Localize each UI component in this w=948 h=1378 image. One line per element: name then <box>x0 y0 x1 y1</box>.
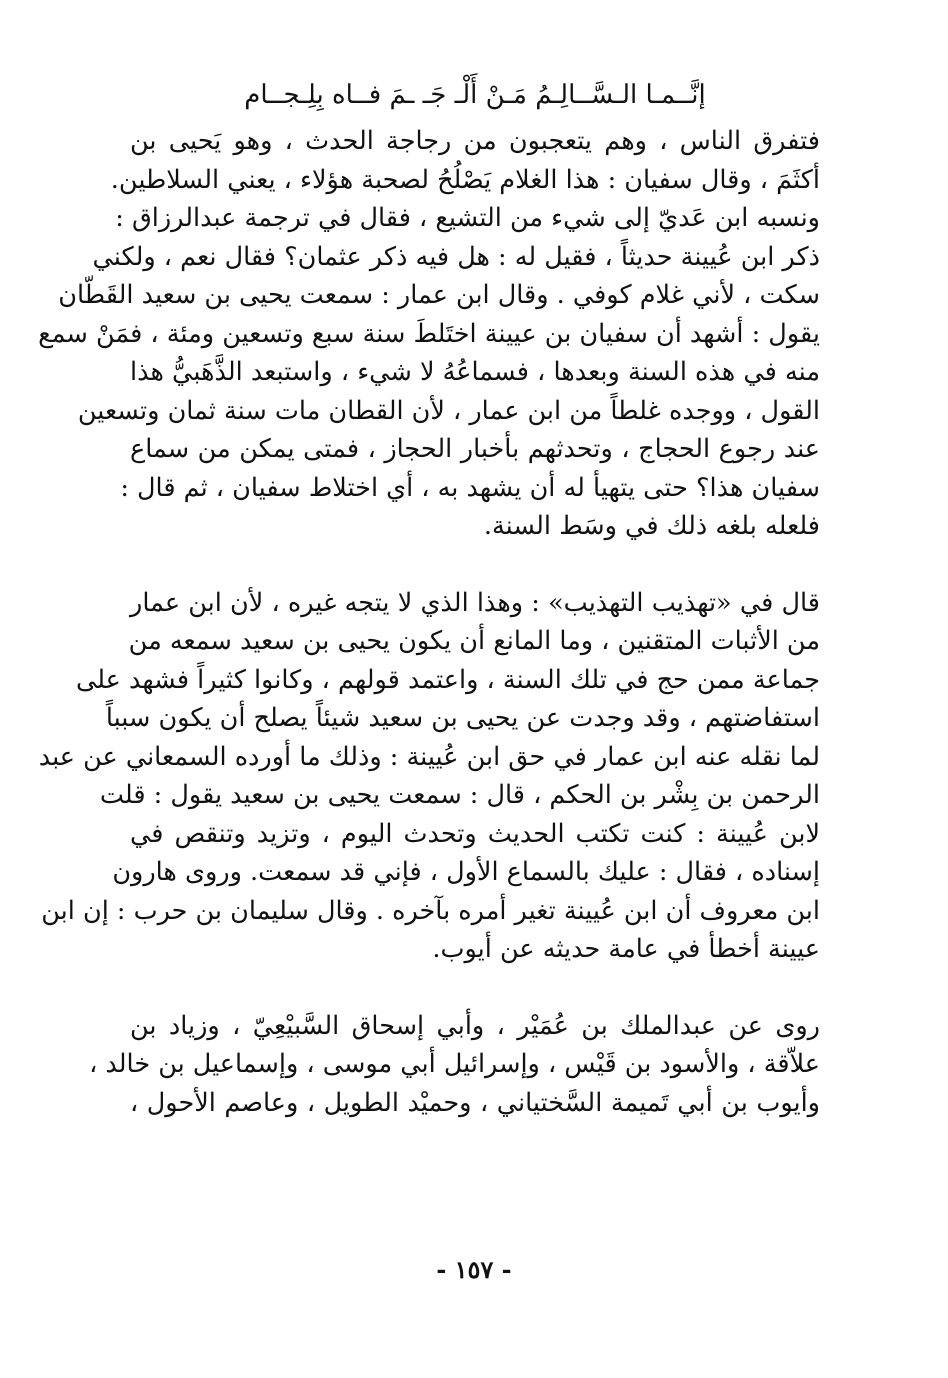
text-line: علاّقة ، والأسود بن قَيْس ، وإسرائيل أبي موسى ، وإسماعيل بن خالد ، <box>89 1049 820 1079</box>
text-line: سكت ، لأني غلام كوفي . وقال ابن عمار : سمعت يحيى بن سعيد القَطّان <box>58 280 820 310</box>
paragraph-4 <box>89 1007 820 1123</box>
paragraph-spacer <box>130 969 820 1007</box>
text-line: لابن عُيينة : كنت تكتب الحديث وتحدث اليوم ، وتزيد وتنقص في <box>130 818 820 849</box>
text-line: إسناده ، فقال : عليك بالسماع الأول ، فإني قد سمعت. وروى هارون <box>112 857 820 887</box>
text-line: ذكر ابن عُيينة حديثاً ، فقيل له : هل فيه ذكر عثمان؟ فقال نعم ، ولكني <box>92 241 820 272</box>
text-line: عيينة أخطأ في عامة حديثه عن أيوب. <box>432 934 820 964</box>
text-line: قال في «تهذيب التهذيب» : وهذا الذي لا يتجه غيره ، لأن ابن عمار <box>130 587 820 618</box>
text-line: القول ، ووجده غلطاً من ابن عمار ، لأن القطان مات سنة ثمان وتسعين <box>77 395 820 426</box>
text-line: فتفرق الناس ، وهم يتعجبون من رجاجة الحدث ، وهو يَحيى بن <box>130 126 820 156</box>
text-line: وأيوب بن أبي تَميمة السَّختياني ، وحميْد الطويل ، وعاصم الأحول ، <box>130 1087 820 1118</box>
paragraph-spacer <box>130 546 820 584</box>
text-line: جماعة ممن حج في تلك السنة ، واعتمد قولهم ، وكانوا كثيراً فشهد على <box>75 664 820 695</box>
text-line: لما نقله عنه ابن عمار في حق ابن عُيينة : وذلك ما أورده السمعاني عن عبد <box>38 741 820 772</box>
text-line: فلعله بلغه ذلك في وسَط السنة. <box>483 511 820 541</box>
text-line: روى عن عبدالملك بن عُمَيْر ، وأبي إسحاق السَّبيْعِيّ ، وزياد بن <box>130 1010 820 1041</box>
text-line: ونسبه ابن عَديّ إلى شيء من التشيع ، فقال في ترجمة عبدالرزاق : <box>115 203 820 233</box>
page-body <box>38 72 820 1312</box>
paragraph-1 <box>110 122 820 199</box>
text-line: يقول : أشهد أن سفيان بن عيينة اختَلطَ سنة سبع وتسعين ومئة ، فمَنْ سمع <box>38 318 820 349</box>
text-line: الرحمن بن بِشْر بن الحكم ، قال : سمعت يحيى بن سعيد يقول : قلت <box>99 780 820 810</box>
text-line: ابن معروف أن ابن عُيينة تغير أمره بآخره . وقال سليمان بن حرب : إن ابن <box>41 895 820 926</box>
paragraph-3 <box>38 584 820 969</box>
text-line: أكثَمَ ، وقال سفيان : هذا الغلام يَصْلُحُ لصحبة هؤلاء ، يعني السلاطين. <box>110 164 820 195</box>
poetry-verse: إنَّــمـا الـسَّــالِـمُ مَـنْ أَلْـ جَـ ـمَ فــاه بِلِـجــام <box>244 80 706 110</box>
page-number: - ١٥٧ - <box>436 1255 512 1284</box>
text-line: سفيان هذا؟ حتى يتهيأ له أن يشهد به ، أي اختلاط سفيان ، ثم قال : <box>120 472 820 503</box>
text-line: عند رجوع الحجاج ، وتحدثهم بأخبار الحجاز ، فمتى يمكن من سماع <box>130 434 820 464</box>
paragraph-2 <box>38 199 820 546</box>
text-line: من الأثبات المتقنين ، وما المانع أن يكون يحيى بن سعيد سمعه من <box>128 626 820 656</box>
text-line: منه في هذه السنة وبعدها ، فسماعُهُ لا شيء ، واستبعد الذَّهَبيُّ هذا <box>130 357 820 387</box>
text-line: استفاضتهم ، وقد وجدت عن يحيى بن سعيد شيئاً يصلح أن يكون سبباً <box>105 703 820 733</box>
